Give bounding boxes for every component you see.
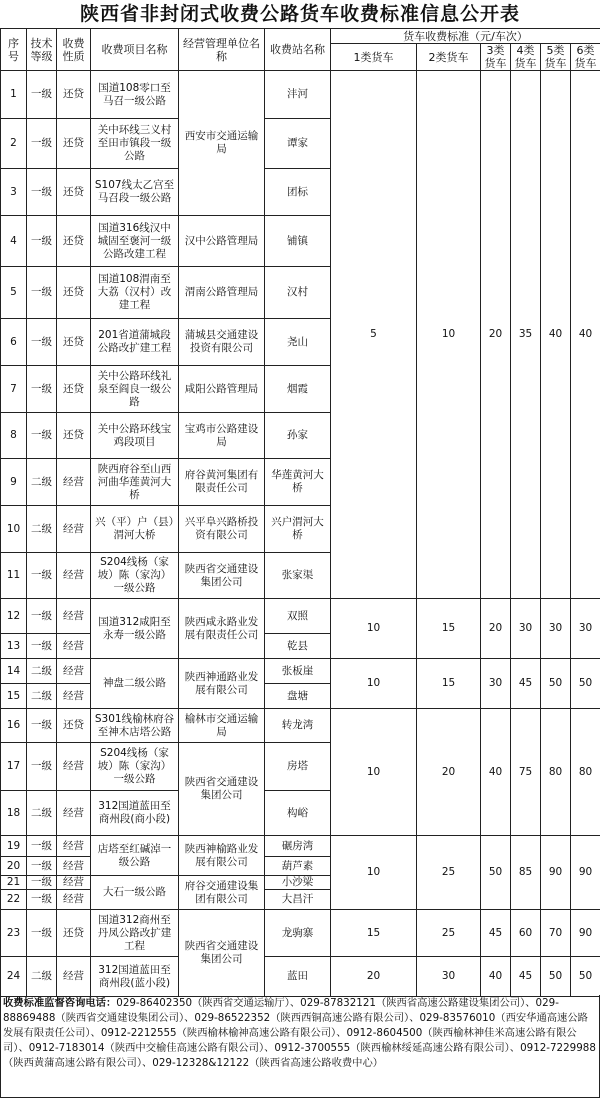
header-class-6: 6类货车 xyxy=(571,44,600,71)
table-row xyxy=(1,659,600,684)
grade-cell: 一级 xyxy=(27,876,57,890)
grade-cell: 一级 xyxy=(27,71,57,119)
management-unit-cell: 汉中公路管理局 xyxy=(179,216,265,267)
seq-cell: 13 xyxy=(1,634,27,659)
fee-class-2-cell: 25 xyxy=(417,836,481,910)
station-name-cell: 大昌汗 xyxy=(265,890,331,910)
management-unit-cell: 陕西省交通建设集团公司 xyxy=(179,910,265,997)
nature-cell: 经营 xyxy=(57,634,91,659)
grade-cell: 一级 xyxy=(27,169,57,216)
seq-cell: 4 xyxy=(1,216,27,267)
grade-cell: 二级 xyxy=(27,506,57,553)
seq-cell: 14 xyxy=(1,659,27,684)
table-body xyxy=(1,71,600,997)
fee-class-4-cell: 45 xyxy=(511,957,541,997)
fee-class-5-cell: 50 xyxy=(541,659,571,709)
grade-cell: 二级 xyxy=(27,684,57,709)
seq-cell: 2 xyxy=(1,119,27,169)
fee-class-2-cell: 15 xyxy=(417,599,481,659)
fee-class-6-cell: 40 xyxy=(571,71,600,599)
project-name-cell: 店塔至红碱淖一级公路 xyxy=(91,836,179,876)
header-class-1: 1类货车 xyxy=(331,44,417,71)
management-unit-cell: 蒲城县交通建设投资有限公司 xyxy=(179,319,265,366)
header-class-3: 3类货车 xyxy=(481,44,511,71)
header-station: 收费站名称 xyxy=(265,29,331,71)
seq-cell: 20 xyxy=(1,857,27,876)
project-name-cell: 关中公路环线宝鸡段项目 xyxy=(91,413,179,459)
nature-cell: 还贷 xyxy=(57,169,91,216)
footer-label: 收费标准监督咨询电话： xyxy=(3,997,117,1009)
management-unit-cell: 府谷交通建设集团有限公司 xyxy=(179,876,265,910)
management-unit-cell: 陕西省交通建设集团公司 xyxy=(179,553,265,599)
station-name-cell: 葫芦素 xyxy=(265,857,331,876)
page-title: 陕西省非封闭式收费公路货车收费标准信息公开表 xyxy=(79,3,520,25)
fee-class-6-cell: 80 xyxy=(571,709,600,836)
nature-cell: 还贷 xyxy=(57,216,91,267)
project-name-cell: 国道108渭南至大荔（汉村）改建工程 xyxy=(91,267,179,319)
seq-cell: 3 xyxy=(1,169,27,216)
fee-class-1-cell: 15 xyxy=(331,910,417,957)
grade-cell: 一级 xyxy=(27,366,57,413)
nature-cell: 还贷 xyxy=(57,413,91,459)
fee-class-3-cell: 45 xyxy=(481,910,511,957)
nature-cell: 经营 xyxy=(57,553,91,599)
fee-class-5-cell: 30 xyxy=(541,599,571,659)
management-unit-cell: 咸阳公路管理局 xyxy=(179,366,265,413)
station-name-cell: 双照 xyxy=(265,599,331,634)
project-name-cell: S301线榆林府谷至神木店塔公路 xyxy=(91,709,179,743)
station-name-cell: 尧山 xyxy=(265,319,331,366)
station-name-cell: 蓝田 xyxy=(265,957,331,997)
project-name-cell: 关中环线三义村至田市镇段一级公路 xyxy=(91,119,179,169)
seq-cell: 16 xyxy=(1,709,27,743)
fee-class-1-cell: 10 xyxy=(331,836,417,910)
seq-cell: 7 xyxy=(1,366,27,413)
fee-class-2-cell: 25 xyxy=(417,910,481,957)
header-fee-group: 货车收费标准（元/车次） xyxy=(331,29,600,44)
project-name-cell: 312国道蓝田至商州段(商小段) xyxy=(91,791,179,836)
fee-class-5-cell: 70 xyxy=(541,910,571,957)
management-unit-cell: 西安市交通运输局 xyxy=(179,71,265,216)
station-name-cell: 构峪 xyxy=(265,791,331,836)
header-nature: 收费性质 xyxy=(57,29,91,71)
grade-cell: 一级 xyxy=(27,910,57,957)
station-name-cell: 汉村 xyxy=(265,267,331,319)
table-row xyxy=(1,836,600,857)
table-row xyxy=(1,709,600,743)
management-unit-cell: 兴平阜兴路桥投资有限公司 xyxy=(179,506,265,553)
grade-cell: 一级 xyxy=(27,836,57,857)
fee-class-3-cell: 40 xyxy=(481,957,511,997)
grade-cell: 一级 xyxy=(27,709,57,743)
grade-cell: 一级 xyxy=(27,267,57,319)
project-name-cell: 国道312咸阳至永寿一级公路 xyxy=(91,599,179,659)
seq-cell: 19 xyxy=(1,836,27,857)
nature-cell: 经营 xyxy=(57,791,91,836)
fee-class-1-cell: 10 xyxy=(331,709,417,836)
management-unit-cell: 陕西神通路业发展有限公司 xyxy=(179,659,265,709)
management-unit-cell: 陕西省交通建设集团公司 xyxy=(179,743,265,836)
fee-class-4-cell: 85 xyxy=(511,836,541,910)
station-name-cell: 乾县 xyxy=(265,634,331,659)
station-name-cell: 谭家 xyxy=(265,119,331,169)
nature-cell: 经营 xyxy=(57,957,91,997)
project-name-cell: 神盘二级公路 xyxy=(91,659,179,709)
seq-cell: 24 xyxy=(1,957,27,997)
fee-class-6-cell: 90 xyxy=(571,910,600,957)
station-name-cell: 龙驹寨 xyxy=(265,910,331,957)
nature-cell: 经营 xyxy=(57,890,91,910)
footer-phones: 029-86402350（陕西省交通运输厅）、029-87832121（陕西省高速公路建设集团公司）、029-88869488（陕西省交通建设集团公司）、029-86522352（陕西西铜高速公路有限公司）、029-83576010（西安华通高速公路发展有限责任公司）、0912-2212555（陕西榆林榆神高速公路有限公司）、0912-8604500（陕西榆林神佳米高速公路有限公司）、0912-7183014（陕西中交榆佳高速公路有限公司）、0912-3700555（陕西榆林绥延高速公路有限公司）、0912-7229988（陕西黄蒲高速公路有限公司）、029-12328&12122（陕西省高速公路收费中心） xyxy=(3,997,596,1069)
grade-cell: 二级 xyxy=(27,459,57,506)
station-name-cell: 小沙梁 xyxy=(265,876,331,890)
header-class-5: 5类货车 xyxy=(541,44,571,71)
nature-cell: 还贷 xyxy=(57,267,91,319)
project-name-cell: 大石一级公路 xyxy=(91,876,179,910)
seq-cell: 18 xyxy=(1,791,27,836)
fee-class-6-cell: 30 xyxy=(571,599,600,659)
nature-cell: 经营 xyxy=(57,876,91,890)
grade-cell: 二级 xyxy=(27,791,57,836)
fee-class-4-cell: 35 xyxy=(511,71,541,599)
nature-cell: 经营 xyxy=(57,743,91,791)
nature-cell: 还贷 xyxy=(57,709,91,743)
project-name-cell: S204线杨（家坡）陈（家沟）一级公路 xyxy=(91,553,179,599)
project-name-cell: 关中公路环线礼泉至阎良一级公路 xyxy=(91,366,179,413)
grade-cell: 一级 xyxy=(27,413,57,459)
project-name-cell: 国道108零口至马召一级公路 xyxy=(91,71,179,119)
fee-class-1-cell: 20 xyxy=(331,957,417,997)
fee-class-4-cell: 30 xyxy=(511,599,541,659)
fee-class-2-cell: 30 xyxy=(417,957,481,997)
management-unit-cell: 宝鸡市公路建设局 xyxy=(179,413,265,459)
header-seq: 序号 xyxy=(1,29,27,71)
seq-cell: 8 xyxy=(1,413,27,459)
seq-cell: 12 xyxy=(1,599,27,634)
table-row xyxy=(1,599,600,634)
grade-cell: 一级 xyxy=(27,216,57,267)
station-name-cell: 转龙湾 xyxy=(265,709,331,743)
fee-class-1-cell: 10 xyxy=(331,659,417,709)
nature-cell: 还贷 xyxy=(57,319,91,366)
seq-cell: 22 xyxy=(1,890,27,910)
nature-cell: 经营 xyxy=(57,857,91,876)
table-row xyxy=(1,910,600,957)
project-name-cell: 201省道蒲城段公路改扩建工程 xyxy=(91,319,179,366)
nature-cell: 经营 xyxy=(57,459,91,506)
seq-cell: 15 xyxy=(1,684,27,709)
table-row xyxy=(1,957,600,997)
fee-class-5-cell: 40 xyxy=(541,71,571,599)
grade-cell: 一级 xyxy=(27,599,57,634)
grade-cell: 二级 xyxy=(27,659,57,684)
nature-cell: 还贷 xyxy=(57,910,91,957)
station-name-cell: 铺镇 xyxy=(265,216,331,267)
table-header xyxy=(1,29,600,71)
seq-cell: 21 xyxy=(1,876,27,890)
table-row xyxy=(1,71,600,119)
project-name-cell: 312国道蓝田至商州段(蓝小段) xyxy=(91,957,179,997)
nature-cell: 还贷 xyxy=(57,366,91,413)
management-unit-cell: 府谷黄河集团有限责任公司 xyxy=(179,459,265,506)
project-name-cell: 兴（平）户（县）渭河大桥 xyxy=(91,506,179,553)
fee-class-6-cell: 50 xyxy=(571,659,600,709)
project-name-cell: S204线杨（家坡）陈（家沟）一级公路 xyxy=(91,743,179,791)
fee-class-3-cell: 20 xyxy=(481,71,511,599)
fee-class-3-cell: 50 xyxy=(481,836,511,910)
contact-footer xyxy=(0,995,600,1098)
grade-cell: 一级 xyxy=(27,634,57,659)
header-unit: 经营管理单位名称 xyxy=(179,29,265,71)
header-class-4: 4类货车 xyxy=(511,44,541,71)
fee-class-3-cell: 30 xyxy=(481,659,511,709)
nature-cell: 经营 xyxy=(57,684,91,709)
fee-class-3-cell: 40 xyxy=(481,709,511,836)
fee-class-3-cell: 20 xyxy=(481,599,511,659)
seq-cell: 1 xyxy=(1,71,27,119)
management-unit-cell: 陕西咸永路业发展有限责任公司 xyxy=(179,599,265,659)
station-name-cell: 烟霞 xyxy=(265,366,331,413)
fee-class-2-cell: 10 xyxy=(417,71,481,599)
seq-cell: 23 xyxy=(1,910,27,957)
seq-cell: 10 xyxy=(1,506,27,553)
grade-cell: 一级 xyxy=(27,553,57,599)
station-name-cell: 碾房湾 xyxy=(265,836,331,857)
station-name-cell: 房塔 xyxy=(265,743,331,791)
header-project: 收费项目名称 xyxy=(91,29,179,71)
station-name-cell: 兴户渭河大桥 xyxy=(265,506,331,553)
nature-cell: 经营 xyxy=(57,836,91,857)
station-name-cell: 张板崖 xyxy=(265,659,331,684)
fee-class-1-cell: 5 xyxy=(331,71,417,599)
management-unit-cell: 榆林市交通运输局 xyxy=(179,709,265,743)
toll-standard-table xyxy=(0,28,600,997)
fee-class-4-cell: 60 xyxy=(511,910,541,957)
grade-cell: 一级 xyxy=(27,319,57,366)
fee-class-2-cell: 15 xyxy=(417,659,481,709)
station-name-cell: 张家渠 xyxy=(265,553,331,599)
station-name-cell: 沣河 xyxy=(265,71,331,119)
fee-class-5-cell: 90 xyxy=(541,836,571,910)
grade-cell: 一级 xyxy=(27,857,57,876)
project-name-cell: 陕西府谷至山西河曲华莲黄河大桥 xyxy=(91,459,179,506)
header-class-2: 2类货车 xyxy=(417,44,481,71)
grade-cell: 一级 xyxy=(27,743,57,791)
project-name-cell: 国道316线汉中城固至褒河一级公路改建工程 xyxy=(91,216,179,267)
fee-class-6-cell: 90 xyxy=(571,836,600,910)
project-name-cell: S107线太乙宫至马召段一级公路 xyxy=(91,169,179,216)
nature-cell: 还贷 xyxy=(57,71,91,119)
grade-cell: 一级 xyxy=(27,119,57,169)
fee-class-1-cell: 10 xyxy=(331,599,417,659)
nature-cell: 经营 xyxy=(57,599,91,634)
nature-cell: 经营 xyxy=(57,659,91,684)
seq-cell: 9 xyxy=(1,459,27,506)
station-name-cell: 盘塘 xyxy=(265,684,331,709)
management-unit-cell: 渭南公路管理局 xyxy=(179,267,265,319)
seq-cell: 11 xyxy=(1,553,27,599)
fee-class-2-cell: 20 xyxy=(417,709,481,836)
nature-cell: 还贷 xyxy=(57,119,91,169)
nature-cell: 经营 xyxy=(57,506,91,553)
grade-cell: 一级 xyxy=(27,890,57,910)
project-name-cell: 国道312商州至丹凤公路改扩建工程 xyxy=(91,910,179,957)
header-grade: 技术等级 xyxy=(27,29,57,71)
station-name-cell: 团标 xyxy=(265,169,331,216)
grade-cell: 二级 xyxy=(27,957,57,997)
fee-class-5-cell: 50 xyxy=(541,957,571,997)
seq-cell: 17 xyxy=(1,743,27,791)
fee-class-4-cell: 75 xyxy=(511,709,541,836)
seq-cell: 6 xyxy=(1,319,27,366)
fee-class-6-cell: 50 xyxy=(571,957,600,997)
fee-class-4-cell: 45 xyxy=(511,659,541,709)
fee-class-5-cell: 80 xyxy=(541,709,571,836)
station-name-cell: 孙家 xyxy=(265,413,331,459)
seq-cell: 5 xyxy=(1,267,27,319)
management-unit-cell: 陕西神榆路业发展有限公司 xyxy=(179,836,265,876)
station-name-cell: 华莲黄河大桥 xyxy=(265,459,331,506)
